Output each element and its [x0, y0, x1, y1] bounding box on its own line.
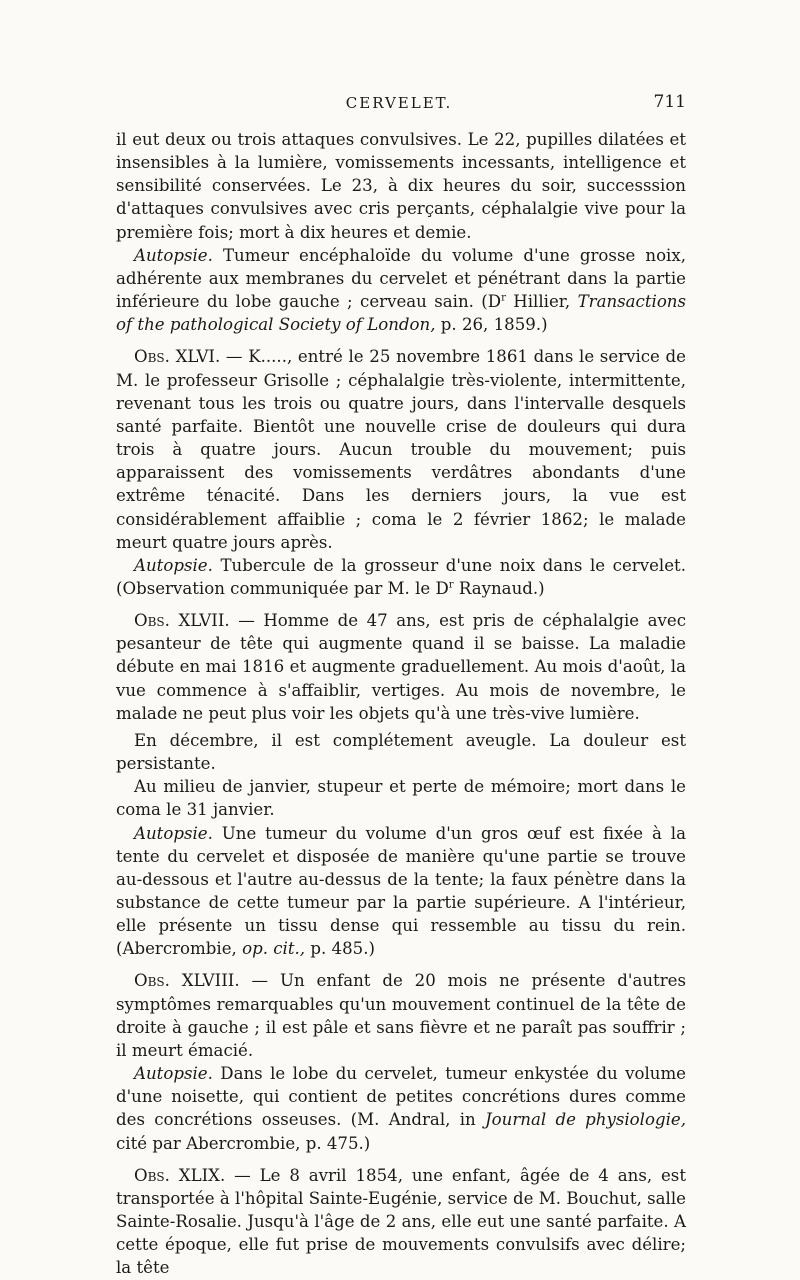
paragraph-text-block — [116, 775, 686, 821]
paragraph-text: p. 26, 1859.) — [435, 315, 548, 335]
paragraph-observation — [116, 1164, 686, 1280]
paragraph-text: — Homme de 47 ans, est pris de céphalalgie avec pesanteur de tête qui augmente quand il se baisse. La maladie débute en mai 1816 et augmente graduellement. Au mois d'août, la vue commence à s'affaiblir, vertiges. Au mois de novembre, le malade ne peut plus voir les objets qu'à une très-vive lumière. — [116, 611, 686, 723]
paragraph-text: Au milieu de janvier, stupeur et perte de mémoire; mort dans le coma le 31 janvier. — [116, 777, 686, 820]
superscript: r — [448, 579, 454, 591]
reference-title: op. cit., — [242, 939, 306, 959]
paragraph-autopsy — [116, 244, 686, 337]
autopsy-label: Autopsie. — [134, 823, 213, 843]
paragraph-text: — K....., entré le 25 novembre 1861 dans le service de M. le professeur Grisolle ; céphalalgie très-violente, intermittente, revenant tous les trois ou quatre jours, dans l'intervalle desquels santé parfaite. Bientôt une nouvelle crise de douleurs qui dura trois à quatre jours. Aucun trouble du mouvement; puis apparaissent des vomissements verdâtres abondants d'une extrême ténacité. Dans les derniers jours, la vue est considérablement affaiblie ; coma le 2 février 1862; le malade meurt quatre jours après. — [116, 347, 686, 552]
superscript: r — [501, 292, 506, 304]
paragraph-observation — [116, 609, 686, 725]
paragraph-text: Raynaud.) — [453, 578, 545, 598]
paragraph-text: il eut deux ou trois attaques convulsives. Le 22, pupilles dilatées et insensibles à la lumière, vomissements incessants, intelligence et sensibilité conservées. Le 23, à dix heures du soir, successsion d'attaques convulsives avec cris perçants, céphalalgie vive pour la première fois; mort à dix heures et demie. — [116, 130, 686, 242]
paragraph-autopsy — [116, 554, 686, 600]
reference-title: Transactions of the pathological Society of London, — [116, 292, 687, 335]
paragraph-text: — Le 8 avril 1854, une enfant, âgée de 4 ans, est transportée à l'hôpital Sainte-Eugénie, service de M. Bouchut, salle Sainte-Rosalie. Jusqu'à l'âge de 2 ans, elle eut une santé parfaite. A cette époque, elle fut prise de mouvements convulsifs avec délire; la tête — [116, 1165, 686, 1278]
running-title: CERVELET. — [345, 94, 453, 112]
observation-label: Obs. XLVII. — [134, 611, 230, 631]
paragraph-autopsy — [116, 822, 686, 961]
paragraph-text: Tumeur encéphaloïde du volume d'une grosse noix, adhérente aux membranes du cervelet et pénétrant dans la partie inférieure du lobe gauche ; cerveau sain. (D — [116, 245, 686, 312]
paragraph-text: En décembre, il est complétement aveugle. La douleur est persistante. — [116, 730, 686, 774]
page-header — [112, 92, 686, 118]
paragraph-observation — [116, 969, 686, 1062]
body-text — [116, 128, 686, 1280]
autopsy-label: Autopsie. — [134, 245, 213, 265]
paragraph-text: Une tumeur du volume d'un gros œuf est fixée à la tente du cervelet et disposée de manière qu'une partie se trouve au-dessous et l'autre au-dessus de la tente; la faux pénètre dans la substance de cette tumeur par la partie supérieure. A l'intérieur, elle présente un tissu dense qui ressemble au tissu du rein. (Abercrombie, — [116, 823, 686, 959]
paragraph-observation — [116, 345, 686, 553]
paragraph-text: Tubercule de la grosseur d'une noix dans le cervelet. (Observation communiquée par M. le D — [116, 555, 686, 598]
paragraph-text: Hillier, — [505, 292, 578, 312]
paragraph-text: cité par Abercrombie, p. 475.) — [116, 1133, 371, 1153]
observation-label: Obs. XLVIII. — [134, 971, 240, 991]
page-number: 711 — [653, 92, 686, 112]
paragraph-text: Dans le lobe du cervelet, tumeur enkystée du volume d'une noisette, qui contient de petites concrétions dures comme des concrétions osseuses. (M. Andral, in — [116, 1064, 686, 1130]
paragraph-continuation — [116, 128, 686, 244]
observation-label: Obs. XLVI. — [134, 347, 221, 367]
paragraph-text-block — [116, 729, 686, 775]
paragraph-autopsy — [116, 1062, 686, 1155]
autopsy-label: Autopsie. — [134, 555, 213, 575]
reference-title: Journal de physiologie, — [485, 1110, 686, 1130]
paragraph-text: — Un enfant de 20 mois ne présente d'autres symptômes remarquables qu'un mouvement continuel de la tête de droite à gauche ; il est pâle et sans fièvre et ne paraît pas souffrir ; il meurt émacié. — [116, 971, 686, 1060]
autopsy-label: Autopsie. — [134, 1064, 213, 1084]
observation-label: Obs. XLIX. — [134, 1165, 226, 1185]
paragraph-text: p. 485.) — [305, 939, 375, 959]
